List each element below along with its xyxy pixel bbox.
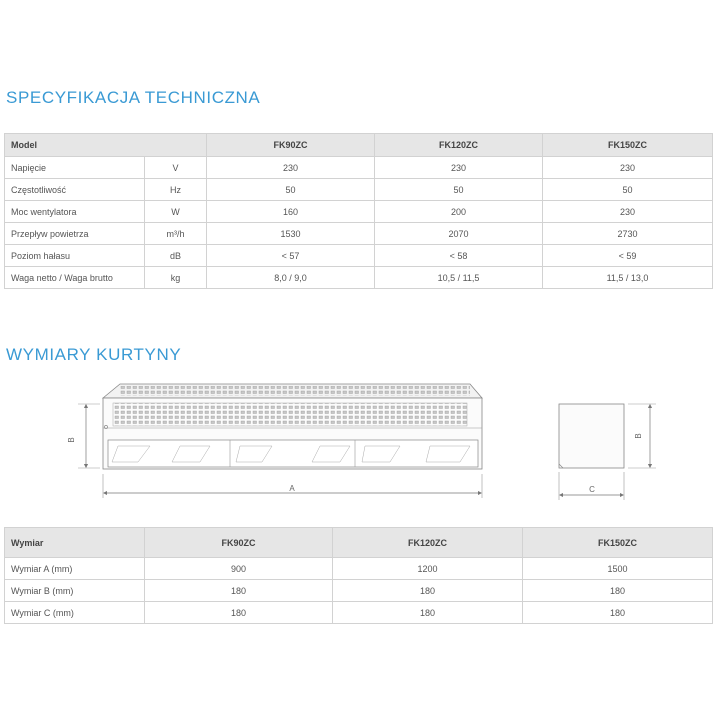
row-value-fk150zc: 230: [543, 157, 713, 179]
row-value-fk120zc: 180: [333, 580, 523, 602]
row-value-fk150zc: < 59: [543, 245, 713, 267]
header-fk150zc: FK150ZC: [523, 528, 713, 558]
row-value-fk150zc: 230: [543, 201, 713, 223]
dimension-a: [103, 474, 482, 498]
row-value-fk90zc: 160: [207, 201, 375, 223]
dimensions-section-title: WYMIARY KURTYNY: [6, 345, 182, 364]
row-value-fk120zc: 230: [375, 157, 543, 179]
row-value-fk90zc: < 57: [207, 245, 375, 267]
row-unit: Hz: [145, 179, 207, 201]
row-param: Przepływ powietrza: [5, 223, 145, 245]
header-dimension: Wymiar: [5, 528, 145, 558]
dimension-c: [559, 472, 624, 500]
table-row: [5, 558, 713, 580]
row-unit: W: [145, 201, 207, 223]
row-unit: m³/h: [145, 223, 207, 245]
row-param: Napięcie: [5, 157, 145, 179]
header-fk120zc: FK120ZC: [333, 528, 523, 558]
row-value-fk120zc: 180: [333, 602, 523, 624]
dimensions-table: [4, 527, 713, 624]
row-value-fk90zc: 50: [207, 179, 375, 201]
row-param: Częstotliwość: [5, 179, 145, 201]
row-param: Wymiar B (mm): [5, 580, 145, 602]
row-param: Moc wentylatora: [5, 201, 145, 223]
header-fk150zc: FK150ZC: [543, 134, 713, 157]
side-view: [559, 404, 624, 468]
label-a: A: [289, 484, 295, 493]
row-value-fk150zc: 180: [523, 580, 713, 602]
header-fk90zc: FK90ZC: [207, 134, 375, 157]
row-unit: V: [145, 157, 207, 179]
row-value-fk150zc: 11,5 / 13,0: [543, 267, 713, 289]
header-fk90zc: FK90ZC: [145, 528, 333, 558]
row-value-fk150zc: 1500: [523, 558, 713, 580]
table-row: [5, 580, 713, 602]
row-unit: kg: [145, 267, 207, 289]
row-value-fk120zc: 2070: [375, 223, 543, 245]
row-value-fk120zc: 200: [375, 201, 543, 223]
row-value-fk90zc: 180: [145, 602, 333, 624]
row-value-fk90zc: 230: [207, 157, 375, 179]
row-value-fk150zc: 180: [523, 602, 713, 624]
row-value-fk120zc: 10,5 / 11,5: [375, 267, 543, 289]
table-header-row: [5, 528, 713, 558]
label-c: C: [589, 485, 595, 494]
spec-section-title: SPECYFIKACJA TECHNICZNA: [6, 88, 261, 107]
row-value-fk120zc: < 58: [375, 245, 543, 267]
row-value-fk90zc: 900: [145, 558, 333, 580]
row-value-fk90zc: 8,0 / 9,0: [207, 267, 375, 289]
label-b-side: B: [634, 433, 643, 439]
row-param: Wymiar C (mm): [5, 602, 145, 624]
row-param: Waga netto / Waga brutto: [5, 267, 145, 289]
front-view: [103, 384, 482, 469]
row-unit: dB: [145, 245, 207, 267]
row-value-fk90zc: 1530: [207, 223, 375, 245]
row-param: Poziom hałasu: [5, 245, 145, 267]
header-fk120zc: FK120ZC: [375, 134, 543, 157]
row-param: Wymiar A (mm): [5, 558, 145, 580]
dimension-b-front: [67, 404, 100, 468]
row-value-fk150zc: 50: [543, 179, 713, 201]
row-value-fk120zc: 1200: [333, 558, 523, 580]
row-value-fk150zc: 2730: [543, 223, 713, 245]
row-value-fk120zc: 50: [375, 179, 543, 201]
row-value-fk90zc: 180: [145, 580, 333, 602]
dimension-b-side: [628, 404, 656, 468]
header-model: Model: [5, 134, 207, 157]
table-row: [5, 602, 713, 624]
label-b-front: B: [67, 437, 76, 443]
